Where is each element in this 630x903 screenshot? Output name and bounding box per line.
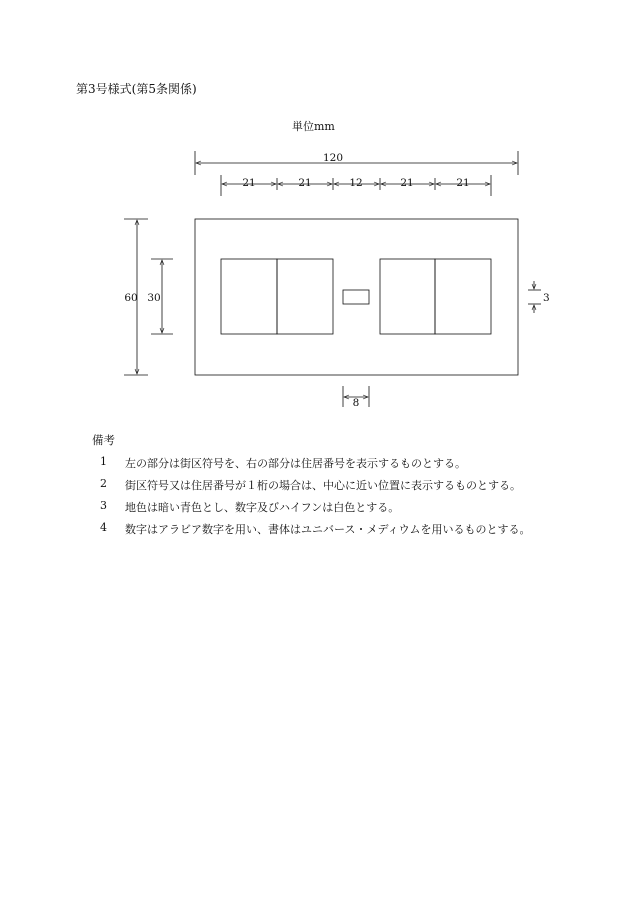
form-title: 第3号様式(第5条関係) <box>76 82 197 96</box>
dim-label-overall-width: 120 <box>322 152 344 164</box>
right-digit-box-2 <box>435 259 491 334</box>
right-digit-box-1 <box>380 259 435 334</box>
remark-number: 1 <box>100 455 107 468</box>
dim-overall-width <box>195 151 518 175</box>
outer-plate <box>195 219 518 375</box>
dim-overall-height <box>124 219 148 375</box>
dim-label-segment-1: 21 <box>242 177 256 189</box>
remark-item <box>100 499 530 521</box>
dim-inner-height <box>147 259 173 334</box>
dim-label-segment-3: 12 <box>349 177 363 189</box>
dim-label-overall-height: 60 <box>124 292 138 304</box>
dim-segments <box>221 175 491 196</box>
remark-text: 左の部分は街区符号を、右の部分は住居番号を表示するものとする。 <box>125 457 466 470</box>
dim-hyphen-width <box>343 386 369 409</box>
unit-label: 単位mm <box>292 120 335 133</box>
hyphen-box <box>343 290 369 304</box>
remark-number: 2 <box>100 477 107 490</box>
remark-item <box>100 521 530 543</box>
remark-item <box>100 455 530 477</box>
dim-label-segment-4: 21 <box>400 177 414 189</box>
remark-item <box>100 477 530 499</box>
dim-label-hyphen-width: 8 <box>352 397 360 409</box>
remark-text: 数字はアラビア数字を用い、書体はユニバース・メディウムを用いるものとする。 <box>125 523 531 536</box>
left-digit-box-1 <box>221 259 277 334</box>
dim-label-segment-5: 21 <box>456 177 470 189</box>
left-digit-box-2 <box>277 259 333 334</box>
remark-text: 街区符号又は住居番号が１桁の場合は、中心に近い位置に表示するものとする。 <box>125 479 521 492</box>
dim-label-segment-2: 21 <box>298 177 312 189</box>
dim-label-hyphen-height: 3 <box>543 292 550 304</box>
dim-label-inner-height: 30 <box>147 292 161 304</box>
remark-number: 4 <box>100 521 107 534</box>
dim-hyphen-height <box>528 281 550 313</box>
remarks-list <box>100 455 530 543</box>
remarks-heading: 備考 <box>92 433 115 447</box>
remark-text: 地色は暗い青色とし、数字及びハイフンは白色とする。 <box>125 501 400 514</box>
remark-number: 3 <box>100 499 107 512</box>
